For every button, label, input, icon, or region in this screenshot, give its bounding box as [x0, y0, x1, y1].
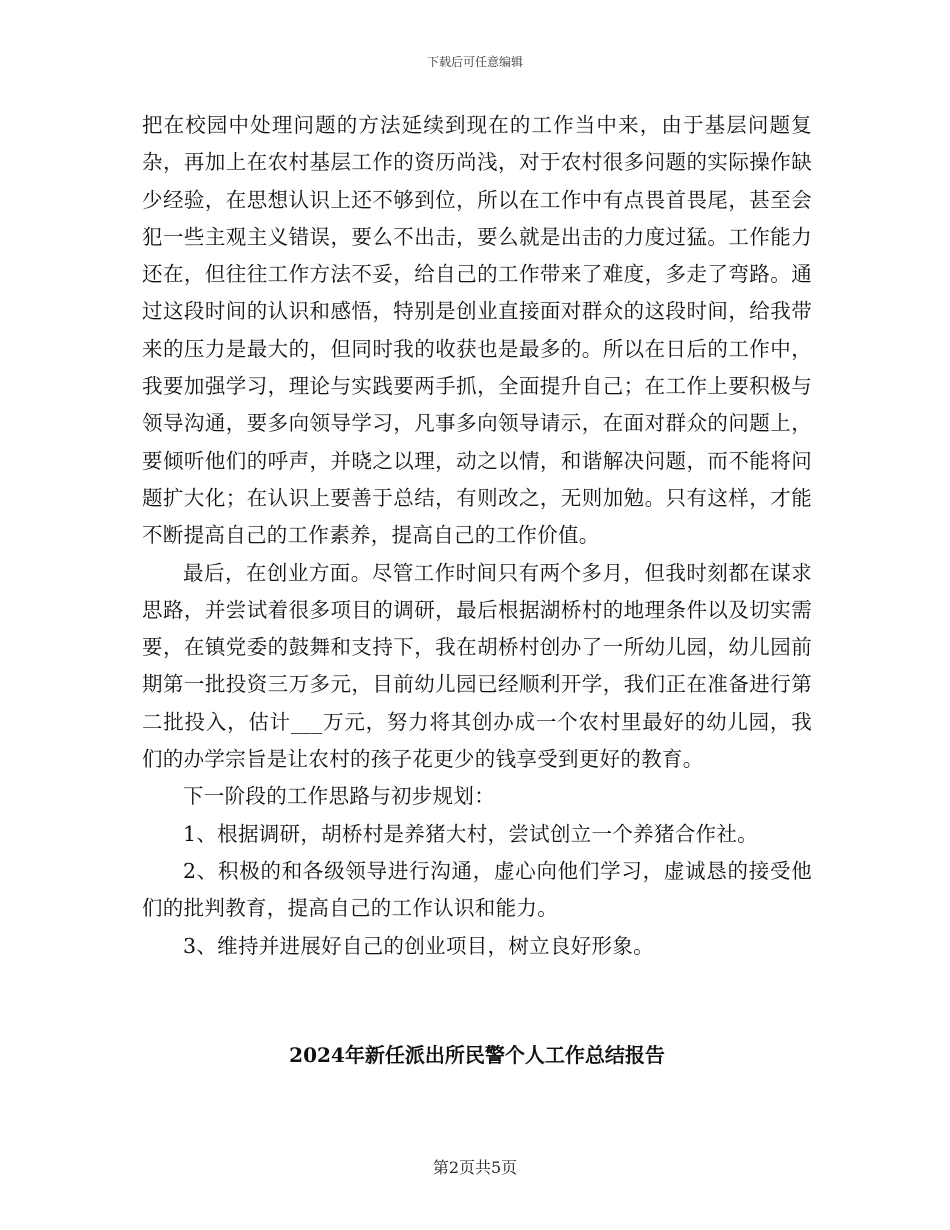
paragraph-entrepreneurship: 最后，在创业方面。尽管工作时间只有两个多月，但我时刻都在谋求思路，并尝试着很多项目的调研，最后根据湖桥村的地理条件以及切实需要，在镇党委的鼓舞和支持下，我在胡桥村创办了一所幼儿园，幼儿园前期第一批投资三万多元，目前幼儿园已经顺利开学，我们正在准备进行第二批投入，估计___万元，努力将其创办成一个农村里最好的幼儿园，我们的办学宗旨是让农村的孩子花更少的钱享受到更好的教育。 — [142, 560, 812, 772]
report-title: 2024年新任派出所民警个人工作总结报告 — [289, 1043, 665, 1067]
list-item-3: 3、维持并进展好自己的创业项目，树立良好形象。 — [183, 933, 654, 958]
paragraph-continuation: 把在校园中处理问题的方法延续到现在的工作当中来，由于基层问题复杂，再加上在农村基层工作的资历尚浅，对于农村很多问题的实际操作缺少经验，在思想认识上还不够到位，所以在工作中有点畏首畏尾，甚至会犯一些主观主义错误，要么不出击，要么就是出击的力度过猛。工作能力还在，但往往工作方法不妥，给自己的工作带来了难度，多走了弯路。通过这段时间的认识和感悟，特别是创业直接面对群众的这段时间，给我带来的压力是最大的，但同时我的收获也是最多的。所以在日后的工作中，我要加强学习，理论与实践要两手抓，全面提升自己；在工作上要积极与领导沟通，要多向领导学习，凡事多向领导请示，在面对群众的问题上，要倾听他们的呼声，并晓之以理，动之以情，和谐解决问题，而不能将问题扩大化；在认识上要善于总结，有则改之，无则加勉。只有这样，才能不断提高自己的工作素养，提高自己的工作价值。 — [142, 113, 812, 548]
page-footer: 第2页共5页 — [432, 1158, 518, 1177]
list-item-1: 1、根据调研，胡桥村是养猪大村，尝试创立一个养猪合作社。 — [183, 821, 758, 846]
paragraph-next-plan-heading: 下一阶段的工作思路与初步规划： — [183, 784, 495, 809]
page-header: 下载后可任意编辑 — [426, 55, 523, 69]
document-body — [142, 107, 812, 965]
list-item-2: 2、积极的和各级领导进行沟通，虚心向他们学习，虚诚恳的接受他们的批判教育，提高自己的工作认识和能力。 — [142, 858, 812, 921]
